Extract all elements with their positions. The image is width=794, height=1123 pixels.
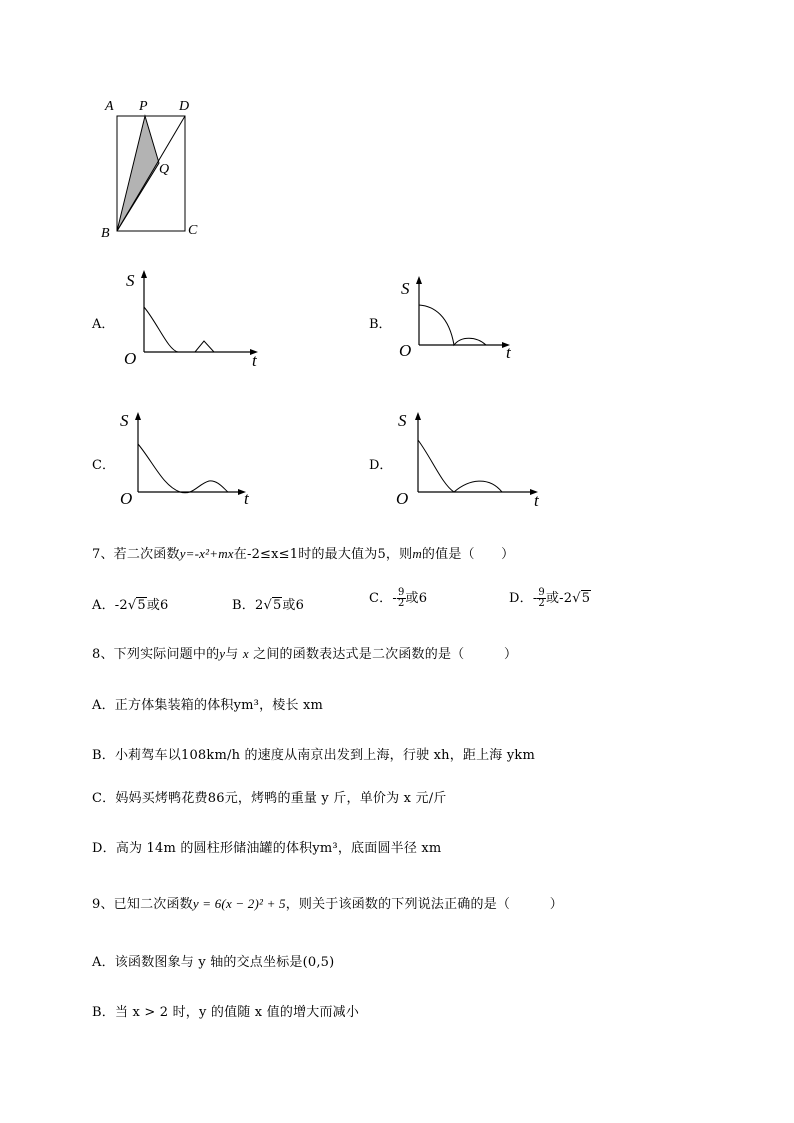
graph-option-c-label: C． bbox=[92, 458, 115, 473]
q7-option-b[interactable]: B．2√5或6 bbox=[232, 598, 305, 613]
svg-text:S: S bbox=[398, 411, 407, 430]
graph-option-a-label: A． bbox=[92, 317, 115, 332]
label-c: C bbox=[188, 223, 198, 238]
svg-text:S: S bbox=[120, 411, 129, 430]
svg-text:O: O bbox=[396, 489, 409, 508]
svg-text:S: S bbox=[126, 271, 135, 290]
q8-option-a[interactable]: A．正方体集装箱的体积ym³，棱长 xm bbox=[92, 698, 324, 713]
question-7: 7、若二次函数y=-x²+mx在-2≤x≤1时的最大值为5，则m的值是（ ） bbox=[92, 546, 515, 562]
q8-option-b[interactable]: B．小莉驾车以108km/h 的速度从南京出发到上海，行驶 xh，距上海 ykm bbox=[92, 748, 535, 763]
graph-option-a bbox=[118, 262, 268, 372]
svg-text:t: t bbox=[534, 491, 539, 510]
svg-text:O: O bbox=[124, 349, 137, 368]
graph-b-curve bbox=[419, 305, 486, 345]
svg-text:O: O bbox=[399, 341, 412, 360]
label-b: B bbox=[101, 226, 110, 241]
svg-text:O: O bbox=[120, 489, 133, 508]
svg-text:t: t bbox=[252, 351, 257, 370]
label-q: Q bbox=[159, 162, 170, 177]
question-9: 9、已知二次函数y = 6(x − 2)² + 5，则关于该函数的下列说法正确的是（ ） bbox=[92, 896, 563, 912]
q8-option-d[interactable]: D．高为 14m 的圆柱形储油罐的体积ym³，底面圆半径 xm bbox=[92, 841, 442, 856]
q7-option-a[interactable]: A．-2√5或6 bbox=[92, 598, 169, 613]
label-p: P bbox=[139, 99, 148, 114]
graph-option-c bbox=[118, 404, 268, 514]
diagonal-bd bbox=[117, 116, 185, 231]
q7-option-c[interactable]: C．- $\frac{9}{2}$ 或6 bbox=[369, 587, 428, 609]
graph-option-d-label: D． bbox=[369, 458, 393, 473]
question-8: 8、下列实际问题中的y与 x 之间的函数表达式是二次函数的是（ ） bbox=[92, 646, 518, 662]
q9-option-b[interactable]: B．当 x > 2 时，y 的值随 x 值的增大而减小 bbox=[92, 1005, 360, 1020]
graph-a-curve bbox=[144, 307, 214, 352]
svg-text:t: t bbox=[244, 489, 249, 508]
shaded-triangle-bpq bbox=[117, 116, 159, 231]
label-a: A bbox=[105, 99, 114, 114]
q7-option-d[interactable]: D．- $\frac{9}{2}$ 或-2√5 bbox=[509, 587, 591, 609]
graph-option-d bbox=[394, 404, 554, 514]
graph-c-curve bbox=[138, 444, 228, 493]
svg-text:t: t bbox=[506, 343, 511, 362]
graph-option-b bbox=[394, 268, 534, 368]
rectangle-figure bbox=[95, 92, 210, 244]
q9-option-a[interactable]: A．该函数图象与 y 轴的交点坐标是(0,5) bbox=[92, 955, 335, 970]
svg-text:S: S bbox=[401, 279, 410, 298]
label-d: D bbox=[179, 99, 190, 114]
q8-option-c[interactable]: C．妈妈买烤鸭花费86元，烤鸭的重量 y 斤，单价为 x 元/斤 bbox=[92, 791, 447, 806]
graph-option-b-label: B． bbox=[369, 317, 392, 332]
graph-d-curve bbox=[418, 440, 502, 492]
q9-formula: y = 6(x − 2)² + 5 bbox=[192, 896, 286, 911]
